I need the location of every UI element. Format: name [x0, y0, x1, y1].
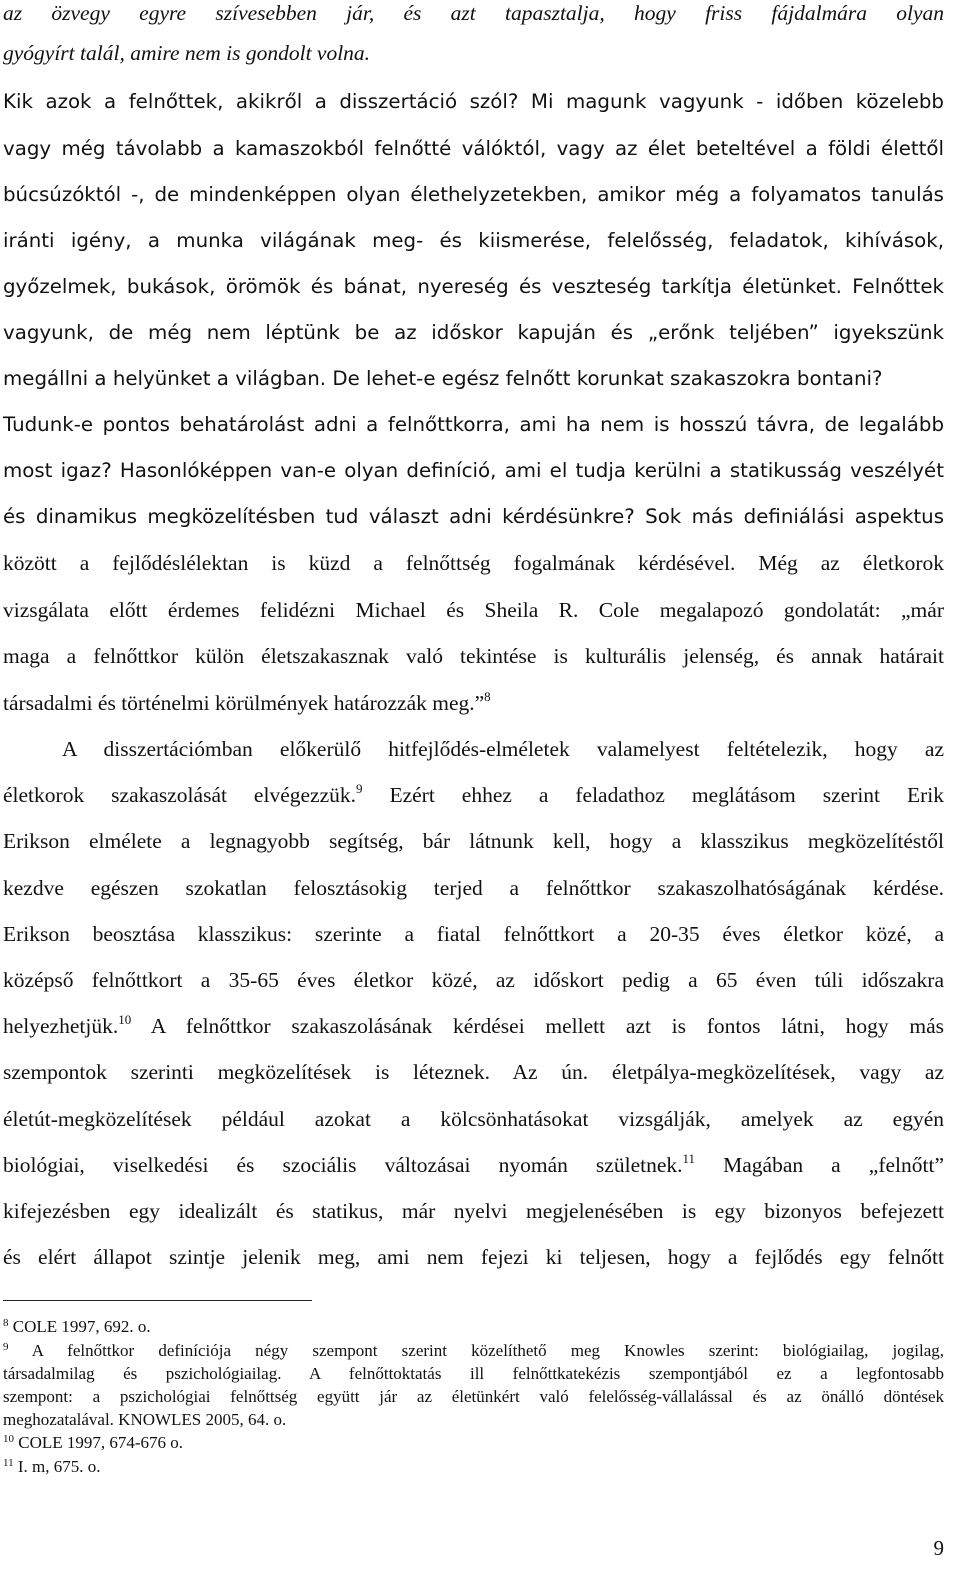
body-text: Ezért ehhez a feladathoz meglátásom szerint Erik: [362, 783, 945, 807]
footnote-text: COLE 1997, 692. o.: [12, 1317, 151, 1336]
body-line: Kik azok a felnőttek, akikről a disszertáció szól? Mi magunk vagyunk - időben közelebb: [3, 90, 944, 113]
body-line: vizsgálata előtt érdemes felidézni Michael és Sheila R. Cole megalapozó gondolatát: „már: [3, 598, 944, 622]
body-line: vagyunk, de még nem léptünk be az időskor kapuján és „erőnk teljében” igyekszünk: [3, 321, 944, 344]
footnote-11: [3, 1455, 944, 1478]
footnote-number: 8: [3, 1317, 9, 1329]
footnote-text: COLE 1997, 674-676 o.: [18, 1433, 184, 1452]
footnote-9: [3, 1339, 944, 1362]
footnote-number: 9: [3, 1341, 9, 1353]
body-line: iránti igény, a munka világának meg- és kiismerése, felelősség, feladatok, kihívások,: [3, 229, 944, 252]
body-text: A felnőttkor szakaszolásának kérdései mellett azt is fontos látni, hogy más: [131, 1014, 944, 1038]
body-text: biológiai, viselkedési és szociális változásai nyomán születnek.: [3, 1153, 683, 1177]
footnote-9-line: társadalmilag és pszichológiailag. A felnőttoktatás ill felnőttkatekézis szempontjából ez a legfontosabb: [3, 1364, 944, 1383]
body-text: Magában a „felnőtt”: [695, 1153, 945, 1177]
body-line: maga a felnőttkor külön életszakasznak való tekintése is kulturális jelenség, és annak határait: [3, 644, 944, 668]
body-line: Tudunk-e pontos behatárolást adni a felnőttkorra, ami ha nem is hosszú távra, de legalább: [3, 413, 944, 436]
body-line: búcsúzóktól -, de mindenképpen olyan élethelyzetekben, amikor még a folyamatos tanulás: [3, 183, 944, 206]
footnote-number: 11: [3, 1457, 14, 1469]
footnote-number: 10: [3, 1433, 14, 1445]
body-line: [3, 688, 944, 718]
body-line: szempontok szerinti megközelítések is léteznek. Az ún. életpálya-megközelítések, vagy az: [3, 1060, 944, 1084]
footnote-ref[interactable]: 11: [682, 1151, 696, 1166]
body-line: között a fejlődéslélektan is küzd a felnőttség fogalmának kérdésével. Még az életkorok: [3, 551, 944, 575]
body-line: kifejezésben egy idealizált és statikus, már nyelvi megjelenésében is egy bizonyos befejezett: [3, 1199, 944, 1223]
body-line: Erikson elmélete a legnagyobb segítség, bár látnunk kell, hogy a klasszikus megközelítéstől: [3, 829, 944, 853]
body-line: A disszertációmban előkerülő hitfejlődés-elméletek valamelyest feltételezik, hogy az: [62, 737, 944, 761]
body-line: [3, 780, 944, 810]
body-line: kezdve egészen szokatlan felosztásokig terjed a felnőttkor szakaszolhatóságának kérdése.: [3, 876, 944, 900]
body-line: középső felnőttkort a 35-65 éves életkor közé, az időskort pedig a 65 éven túli időszakra: [3, 968, 944, 992]
footnote-ref[interactable]: 9: [356, 781, 363, 796]
body-text: életkorok szakaszolását elvégezzük.: [3, 783, 356, 807]
body-line: az özvegy egyre szívesebben jár, és azt tapasztalja, hogy friss fájdalmára olyan: [3, 1, 944, 25]
body-line: [3, 1011, 944, 1041]
body-line: [3, 1150, 944, 1180]
body-line: győzelmek, bukások, örömök és bánat, nyereség és veszteség tarkítja életünket. Felnőttek: [3, 275, 944, 298]
footnote-separator: [3, 1300, 312, 1301]
body-line: Erikson beosztása klasszikus: szerinte a fiatal felnőttkort a 20-35 éves életkor közé, a: [3, 922, 944, 946]
body-line: és elért állapot szintje jelenik meg, ami nem fejezi ki teljesen, hogy a fejlődés egy felnőtt: [3, 1245, 944, 1269]
body-text: helyezhetjük.: [3, 1014, 119, 1038]
footnote-9-line: szempont: a pszichológiai felnőttség együtt jár az életünkért való felelősség-vállalással és az önálló döntések: [3, 1387, 944, 1406]
body-text: társadalmi és történelmi körülmények határozzák meg.”: [3, 691, 485, 715]
body-line: gyógyírt talál, amire nem is gondolt volna.: [3, 41, 371, 65]
footnote-ref[interactable]: 10: [118, 1012, 132, 1027]
footnote-8: [3, 1315, 944, 1338]
body-line: vagy még távolabb a kamaszokból felnőtté válóktól, vagy az élet beteltével a földi élettől: [3, 137, 944, 160]
body-line: most igaz? Hasonlóképpen van-e olyan definíció, ami el tudja kerülni a statikusság veszélyét: [3, 459, 944, 482]
body-line: megállni a helyünket a világban. De lehet-e egész felnőtt korunkat szakaszokra bontani?: [3, 367, 883, 390]
body-line: életút-megközelítések például azokat a kölcsönhatásokat vizsgálják, amelyek az egyén: [3, 1107, 944, 1131]
footnote-text: A felnőttkor definíciója négy szempont szerint közelíthető meg Knowles szerint: biológiailag, jogilag,: [31, 1341, 944, 1360]
footnote-9-line: meghozatalával. KNOWLES 2005, 64. o.: [3, 1410, 287, 1429]
footnote-text: I. m, 675. o.: [17, 1457, 101, 1476]
body-line: és dinamikus megközelítésben tud választ adni kérdésünkre? Sok más definiálási aspektus: [3, 505, 944, 528]
footnote-10: [3, 1431, 944, 1454]
page-number: 9: [933, 1536, 944, 1560]
footnote-ref[interactable]: 8: [484, 689, 491, 704]
